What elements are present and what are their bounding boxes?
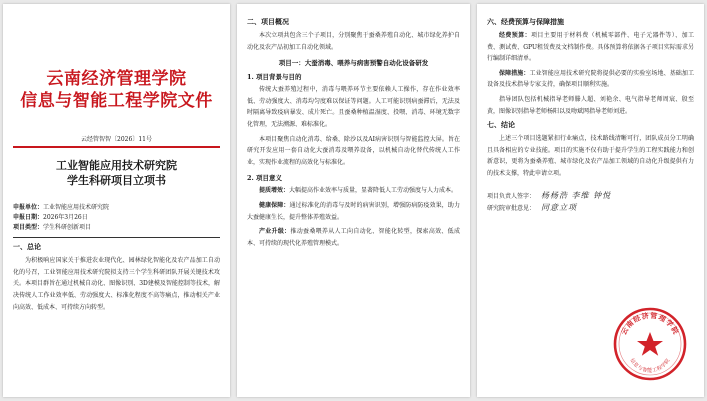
section-2-heading: 二、项目概况	[247, 17, 289, 26]
application-meta	[13, 203, 220, 233]
guarantee-paragraph: 保障措施：工业智能应用技术研究院将提供必要的实验室场地、基础加工设备及技术指导专家支持，确保项目顺利实施。	[487, 69, 694, 89]
significance-item-3: 产业升级：推动蚕桑喂养从人工向自动化、智能化转型，探索高效、低成本、可持续的现代化养殖管理模式。	[247, 228, 460, 247]
approval-signature: 同意立项	[541, 202, 578, 212]
seal-subtext: 信息与智能工程学院	[628, 357, 672, 374]
section-2-paragraph: 本次立项共包含三个子项目，分别聚焦于蚕桑养殖自动化、城市绿化养护自动化及农产品初加工自动化领域。	[247, 32, 460, 51]
section-1-heading: 一、总论	[13, 242, 41, 252]
subsection-2-heading: 2. 项目意义	[247, 174, 283, 183]
significance-item-1: 提质增效：大幅提高作业效率与质量，显著降低人工劳动强度与人力成本。	[259, 187, 458, 195]
meta-row-type: 项目类型：学生科研创新项目	[13, 223, 92, 231]
school-name-header: 云南经济管理学院	[46, 69, 187, 89]
guidance-team-paragraph: 指导团队包括机械指导老师滕人超、刘艳余、电气指导老师周宸、殷至黄，图像识别指导老师杨阳以及吻斌网指导老师刘进。	[487, 95, 694, 115]
meta-row-date: 申报日期：2026年3月26日	[13, 213, 88, 221]
background-paragraph-2: 本项目聚焦自动化消毒、给桑、除沙以及AI病害识别与智能监控大屏。旨在研究开发应用一套自动化大蚕消毒及喂养设备，以机械自动化替代传统人工作业，实现作业流程的高效化与标准化。	[247, 135, 460, 166]
seal-text: 云南经济管理学院	[618, 310, 682, 337]
approval-opinion-row: 研究院审批意见： 同意立项	[487, 202, 578, 212]
document-page-2	[237, 4, 470, 397]
document-page-3	[477, 4, 704, 397]
signature-block	[487, 190, 694, 214]
budget-paragraph: 经费预算：项目主要用于材料费（机械零部件、电子元器件等）、加工费、测试费、GPU租赁费及文档制作费。具体预算将依据各子项目实际需求另行编制详细清单。	[487, 32, 694, 63]
section-6-heading: 六、经费预算与保障措施	[487, 17, 564, 26]
red-divider-line	[13, 146, 220, 148]
subsection-1-heading: 1. 项目背景与目的	[247, 73, 302, 82]
institute-name: 工业智能应用技术研究院	[56, 158, 177, 172]
official-seal-icon	[612, 306, 688, 382]
leader-signature: 杨杨浩 李维 钟悦	[541, 190, 612, 200]
document-title: 学生科研项目立项书	[67, 173, 166, 187]
meta-row-unit: 申报单位：工业智能应用技术研究院	[13, 203, 110, 211]
svg-text:信息与智能工程学院	[628, 357, 671, 374]
document-page-1	[3, 4, 230, 397]
section-7-heading: 七、结论	[487, 120, 515, 130]
significance-item-2: 健康保障：通过标准化的消毒与及时的病害识别，增强防病防疫效果，助力大蚕健康生长，提升整体养殖效益。	[247, 201, 460, 221]
dept-document-header: 信息与智能工程学院文件	[20, 91, 213, 111]
section-1-paragraph: 为积极响应国家关于推进农业现代化、园林绿化智能化及农产品加工自动化的号召，工业智能应用技术研究院拟支持三个学生科研团队开展关键技术攻关。本项目群旨在通过机械自动化、图像识别、3D建模及智能控制等技术，解决传统人工作业效率低、劳动强度大、标准化程度不高等痛点，推动相关产业向高效、低成本、可持续方向转型。	[13, 257, 220, 311]
leader-signature-row: 项目负责人签字： 杨杨浩 李维 钟悦	[487, 190, 612, 200]
document-number: 云经管智智〔2026〕11号	[81, 136, 152, 143]
background-paragraph-1: 传统大蚕养殖过程中，消毒与喂养环节主要依赖人工操作，存在作业效率低、劳动强度大、消毒均匀度难以保证等问题。人工可能识别病蚕滞后，无法及时隔离导致疫病暴发、成片死亡。且蚕桑种植温湿度、投喂、消毒、环境无数字化管理，无法溯源、难标准化。	[247, 86, 460, 128]
conclusion-paragraph: 上述三个项目选题紧扣行业痛点，技术路线清晰可行，团队成员分工明确且具备相应的专业技能。项目的实施不仅有助于提升学生的工程实践能力和创新意识，更将为蚕桑养殖、城市绿化及农产品加工领域的自动化升级提供有力的技术支撑，特此申请立项。	[487, 135, 694, 177]
meta-divider	[13, 237, 220, 238]
project-1-heading: 项目一：大蚕消毒、喂养与病害预警自动化设备研发	[278, 59, 429, 68]
